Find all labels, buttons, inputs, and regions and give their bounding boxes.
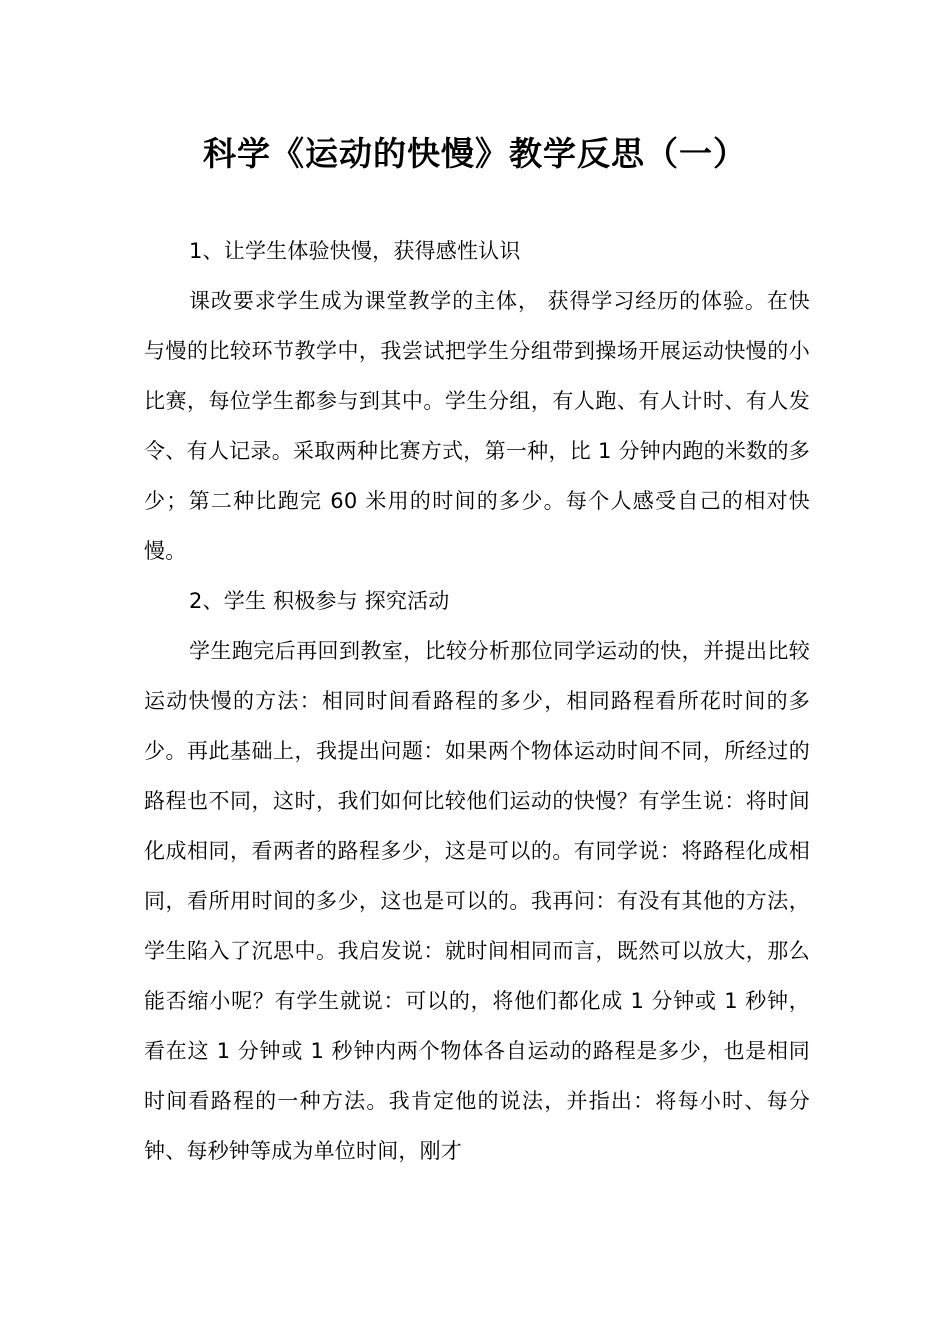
paragraph-1: 课改要求学生成为课堂教学的主体， 获得学习经历的体验。在快与慢的比较环节教学中，我尝试把学生分组带到操场开展运动快慢的小比赛，每位学生都参与到其中。学生分组，有人跑、有人计时、有人发令、有人记录。采取两种比赛方式，第一种，比 1 分钟内跑的米数的多少；第二种比跑完 60 米用的时间的多少。每个人感受自己的相对快慢。 — [144, 289, 810, 563]
paragraph-2: 学生跑完后再回到教室，比较分析那位同学运动的快，并提出比较运动快慢的方法：相同时间看路程的多少，相同路程看所花时间的多少。再此基础上，我提出问题：如果两个物体运动时间不同，所经过的路程也不同，这时，我们如何比较他们运动的快慢？有学生说：将时间化成相同，看两者的路程多少，这是可以的。有同学说：将路程化成相同，看所用时间的多少，这也是可以的。我再问：有没有其他的方法，学生陷入了沉思中。我启发说：就时间相同而言，既然可以放大，那么能否缩小呢？有学生就说：可以的，将他们都化成 1 分钟或 1 秒钟，看在这 1 分钟或 1 秒钟内两个物体各自运动的路程是多少，也是相同时间看路程的一种方法。我肯定他的说法，并指出：将每小时、每分钟、每秒钟等成为单位时间，刚才 — [144, 639, 810, 1163]
section-heading-2: 2、学生 积极参与 探究活动 — [189, 589, 450, 613]
document-body — [144, 226, 810, 1176]
document-title: 科学《运动的快慢》教学反思（一） — [203, 134, 747, 173]
section-heading-1: 1、让学生体验快慢，获得感性认识 — [189, 239, 521, 263]
